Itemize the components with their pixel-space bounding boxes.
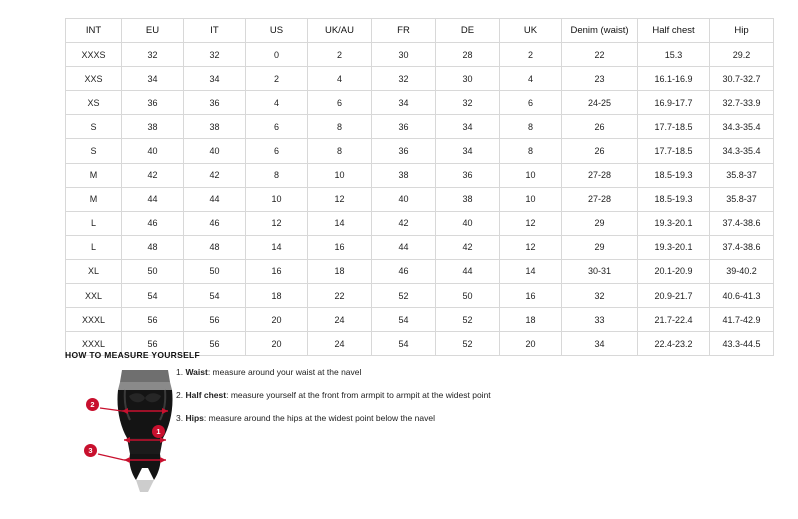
cell-denim-waist: 26 bbox=[562, 139, 638, 163]
instruction-term: Half chest bbox=[185, 390, 227, 400]
cell-hip: 40.6-41.3 bbox=[710, 284, 774, 308]
cell-it: 32 bbox=[184, 43, 246, 67]
table-row bbox=[66, 91, 774, 115]
cell-int: M bbox=[66, 163, 122, 187]
cell-hip: 30.7-32.7 bbox=[710, 67, 774, 91]
column-header-fr: FR bbox=[372, 19, 436, 43]
cell-de: 30 bbox=[436, 67, 500, 91]
column-header-us: US bbox=[246, 19, 308, 43]
cell-fr: 30 bbox=[372, 43, 436, 67]
cell-us: 14 bbox=[246, 235, 308, 259]
column-header-uk-au: UK/AU bbox=[308, 19, 372, 43]
cell-de: 52 bbox=[436, 308, 500, 332]
cell-uk-au: 24 bbox=[308, 308, 372, 332]
cell-us: 6 bbox=[246, 115, 308, 139]
instruction-hips bbox=[176, 412, 606, 424]
cell-uk-au: 24 bbox=[308, 332, 372, 356]
cell-de: 38 bbox=[436, 187, 500, 211]
cell-half-chest: 17.7-18.5 bbox=[638, 115, 710, 139]
cell-denim-waist: 30-31 bbox=[562, 259, 638, 283]
cell-uk-au: 6 bbox=[308, 91, 372, 115]
cell-uk-au: 18 bbox=[308, 259, 372, 283]
cell-hip: 32.7-33.9 bbox=[710, 91, 774, 115]
table-header-row bbox=[66, 19, 774, 43]
cell-it: 54 bbox=[184, 284, 246, 308]
cell-de: 36 bbox=[436, 163, 500, 187]
cell-eu: 36 bbox=[122, 91, 184, 115]
cell-us: 20 bbox=[246, 308, 308, 332]
cell-it: 36 bbox=[184, 91, 246, 115]
cell-uk: 6 bbox=[500, 91, 562, 115]
column-header-int: INT bbox=[66, 19, 122, 43]
cell-uk-au: 16 bbox=[308, 235, 372, 259]
cell-hip: 43.3-44.5 bbox=[710, 332, 774, 356]
cell-fr: 34 bbox=[372, 91, 436, 115]
instruction-number: 3. bbox=[176, 413, 184, 423]
cell-fr: 38 bbox=[372, 163, 436, 187]
cell-eu: 44 bbox=[122, 187, 184, 211]
cell-uk: 14 bbox=[500, 259, 562, 283]
cell-eu: 42 bbox=[122, 163, 184, 187]
table-row bbox=[66, 187, 774, 211]
table-row bbox=[66, 43, 774, 67]
cell-half-chest: 22.4-23.2 bbox=[638, 332, 710, 356]
cell-hip: 37.4-38.6 bbox=[710, 211, 774, 235]
table-row bbox=[66, 211, 774, 235]
cell-de: 44 bbox=[436, 259, 500, 283]
cell-uk: 16 bbox=[500, 284, 562, 308]
cell-us: 12 bbox=[246, 211, 308, 235]
cell-denim-waist: 32 bbox=[562, 284, 638, 308]
instruction-half-chest bbox=[176, 389, 606, 401]
cell-denim-waist: 27-28 bbox=[562, 187, 638, 211]
cell-half-chest: 19.3-20.1 bbox=[638, 211, 710, 235]
cell-hip: 34.3-35.4 bbox=[710, 115, 774, 139]
callout-bullet-3: 3 bbox=[84, 444, 97, 457]
cell-uk: 10 bbox=[500, 163, 562, 187]
cell-int: XL bbox=[66, 259, 122, 283]
instruction-term: Hips bbox=[185, 413, 204, 423]
callout-bullet-2: 2 bbox=[86, 398, 99, 411]
cell-uk: 12 bbox=[500, 235, 562, 259]
cell-int: M bbox=[66, 187, 122, 211]
how-to-measure-title: HOW TO MEASURE YOURSELF bbox=[65, 350, 201, 360]
cell-int: XXXL bbox=[66, 308, 122, 332]
cell-de: 34 bbox=[436, 139, 500, 163]
cell-eu: 46 bbox=[122, 211, 184, 235]
cell-it: 40 bbox=[184, 139, 246, 163]
table-row bbox=[66, 259, 774, 283]
table-row bbox=[66, 139, 774, 163]
column-header-uk: UK bbox=[500, 19, 562, 43]
cell-it: 34 bbox=[184, 67, 246, 91]
cell-denim-waist: 23 bbox=[562, 67, 638, 91]
cell-uk: 20 bbox=[500, 332, 562, 356]
cell-int: L bbox=[66, 235, 122, 259]
cell-uk-au: 12 bbox=[308, 187, 372, 211]
cell-eu: 48 bbox=[122, 235, 184, 259]
cell-denim-waist: 29 bbox=[562, 211, 638, 235]
cell-int: L bbox=[66, 211, 122, 235]
cell-uk: 12 bbox=[500, 211, 562, 235]
cell-int: XXL bbox=[66, 284, 122, 308]
cell-uk-au: 10 bbox=[308, 163, 372, 187]
instruction-text: : measure yourself at the front from armpit to armpit at the widest point bbox=[226, 390, 491, 400]
cell-us: 0 bbox=[246, 43, 308, 67]
cell-it: 48 bbox=[184, 235, 246, 259]
cell-uk: 2 bbox=[500, 43, 562, 67]
cell-half-chest: 18.5-19.3 bbox=[638, 163, 710, 187]
cell-eu: 40 bbox=[122, 139, 184, 163]
size-chart-table bbox=[65, 18, 774, 356]
cell-int: XS bbox=[66, 91, 122, 115]
cell-fr: 52 bbox=[372, 284, 436, 308]
cell-eu: 34 bbox=[122, 67, 184, 91]
cell-uk-au: 14 bbox=[308, 211, 372, 235]
cell-fr: 36 bbox=[372, 139, 436, 163]
measure-instructions bbox=[176, 366, 606, 435]
cell-hip: 39-40.2 bbox=[710, 259, 774, 283]
cell-eu: 38 bbox=[122, 115, 184, 139]
cell-uk: 4 bbox=[500, 67, 562, 91]
cell-half-chest: 19.3-20.1 bbox=[638, 235, 710, 259]
cell-uk: 10 bbox=[500, 187, 562, 211]
cell-eu: 50 bbox=[122, 259, 184, 283]
cell-eu: 54 bbox=[122, 284, 184, 308]
cell-us: 2 bbox=[246, 67, 308, 91]
cell-it: 56 bbox=[184, 308, 246, 332]
cell-us: 8 bbox=[246, 163, 308, 187]
cell-int: XXS bbox=[66, 67, 122, 91]
cell-denim-waist: 27-28 bbox=[562, 163, 638, 187]
cell-fr: 40 bbox=[372, 187, 436, 211]
cell-uk: 8 bbox=[500, 115, 562, 139]
table-row bbox=[66, 284, 774, 308]
cell-us: 6 bbox=[246, 139, 308, 163]
cell-eu: 56 bbox=[122, 308, 184, 332]
cell-it: 42 bbox=[184, 163, 246, 187]
cell-half-chest: 21.7-22.4 bbox=[638, 308, 710, 332]
cell-eu: 32 bbox=[122, 43, 184, 67]
cell-fr: 54 bbox=[372, 308, 436, 332]
cell-hip: 34.3-35.4 bbox=[710, 139, 774, 163]
table-row bbox=[66, 67, 774, 91]
cell-uk: 18 bbox=[500, 308, 562, 332]
cell-half-chest: 20.1-20.9 bbox=[638, 259, 710, 283]
table-row bbox=[66, 235, 774, 259]
cell-de: 52 bbox=[436, 332, 500, 356]
cell-de: 34 bbox=[436, 115, 500, 139]
cell-denim-waist: 24-25 bbox=[562, 91, 638, 115]
column-header-it: IT bbox=[184, 19, 246, 43]
cell-fr: 54 bbox=[372, 332, 436, 356]
cell-fr: 36 bbox=[372, 115, 436, 139]
cell-uk-au: 2 bbox=[308, 43, 372, 67]
cell-it: 46 bbox=[184, 211, 246, 235]
column-header-half-chest: Half chest bbox=[638, 19, 710, 43]
cell-de: 40 bbox=[436, 211, 500, 235]
table-row bbox=[66, 115, 774, 139]
cell-eu: 56 bbox=[122, 332, 184, 356]
cell-half-chest: 15.3 bbox=[638, 43, 710, 67]
cell-hip: 35.8-37 bbox=[710, 163, 774, 187]
cell-fr: 46 bbox=[372, 259, 436, 283]
cell-denim-waist: 33 bbox=[562, 308, 638, 332]
cell-fr: 44 bbox=[372, 235, 436, 259]
cell-hip: 41.7-42.9 bbox=[710, 308, 774, 332]
cell-hip: 35.8-37 bbox=[710, 187, 774, 211]
instruction-number: 2. bbox=[176, 390, 184, 400]
cell-int: XXXL bbox=[66, 332, 122, 356]
cell-de: 28 bbox=[436, 43, 500, 67]
cell-uk-au: 22 bbox=[308, 284, 372, 308]
cell-uk-au: 8 bbox=[308, 139, 372, 163]
cell-us: 4 bbox=[246, 91, 308, 115]
instruction-term: Waist bbox=[185, 367, 208, 377]
cell-half-chest: 20.9-21.7 bbox=[638, 284, 710, 308]
cell-int: S bbox=[66, 115, 122, 139]
table-row bbox=[66, 308, 774, 332]
cell-denim-waist: 22 bbox=[562, 43, 638, 67]
cell-uk-au: 4 bbox=[308, 67, 372, 91]
cell-us: 16 bbox=[246, 259, 308, 283]
cell-int: S bbox=[66, 139, 122, 163]
instruction-number: 1. bbox=[176, 367, 184, 377]
callout-bullet-1: 1 bbox=[152, 425, 165, 438]
column-header-eu: EU bbox=[122, 19, 184, 43]
instruction-waist bbox=[176, 366, 606, 378]
cell-uk-au: 8 bbox=[308, 115, 372, 139]
cell-fr: 32 bbox=[372, 67, 436, 91]
column-header-hip: Hip bbox=[710, 19, 774, 43]
cell-denim-waist: 34 bbox=[562, 332, 638, 356]
cell-it: 56 bbox=[184, 332, 246, 356]
cell-int: XXXS bbox=[66, 43, 122, 67]
cell-half-chest: 16.1-16.9 bbox=[638, 67, 710, 91]
cell-denim-waist: 29 bbox=[562, 235, 638, 259]
cell-us: 18 bbox=[246, 284, 308, 308]
cell-hip: 29.2 bbox=[710, 43, 774, 67]
cell-fr: 42 bbox=[372, 211, 436, 235]
column-header-denim-waist: Denim (waist) bbox=[562, 19, 638, 43]
cell-us: 20 bbox=[246, 332, 308, 356]
column-header-de: DE bbox=[436, 19, 500, 43]
cell-it: 38 bbox=[184, 115, 246, 139]
size-chart-container bbox=[65, 18, 761, 356]
instruction-text: : measure around the hips at the widest point below the navel bbox=[203, 413, 435, 423]
table-row bbox=[66, 163, 774, 187]
instruction-text: : measure around your waist at the navel bbox=[207, 367, 362, 377]
cell-us: 10 bbox=[246, 187, 308, 211]
cell-it: 50 bbox=[184, 259, 246, 283]
cell-half-chest: 17.7-18.5 bbox=[638, 139, 710, 163]
cell-de: 50 bbox=[436, 284, 500, 308]
cell-denim-waist: 26 bbox=[562, 115, 638, 139]
cell-uk: 8 bbox=[500, 139, 562, 163]
cell-it: 44 bbox=[184, 187, 246, 211]
cell-half-chest: 18.5-19.3 bbox=[638, 187, 710, 211]
cell-half-chest: 16.9-17.7 bbox=[638, 91, 710, 115]
cell-de: 42 bbox=[436, 235, 500, 259]
cell-de: 32 bbox=[436, 91, 500, 115]
cell-hip: 37.4-38.6 bbox=[710, 235, 774, 259]
